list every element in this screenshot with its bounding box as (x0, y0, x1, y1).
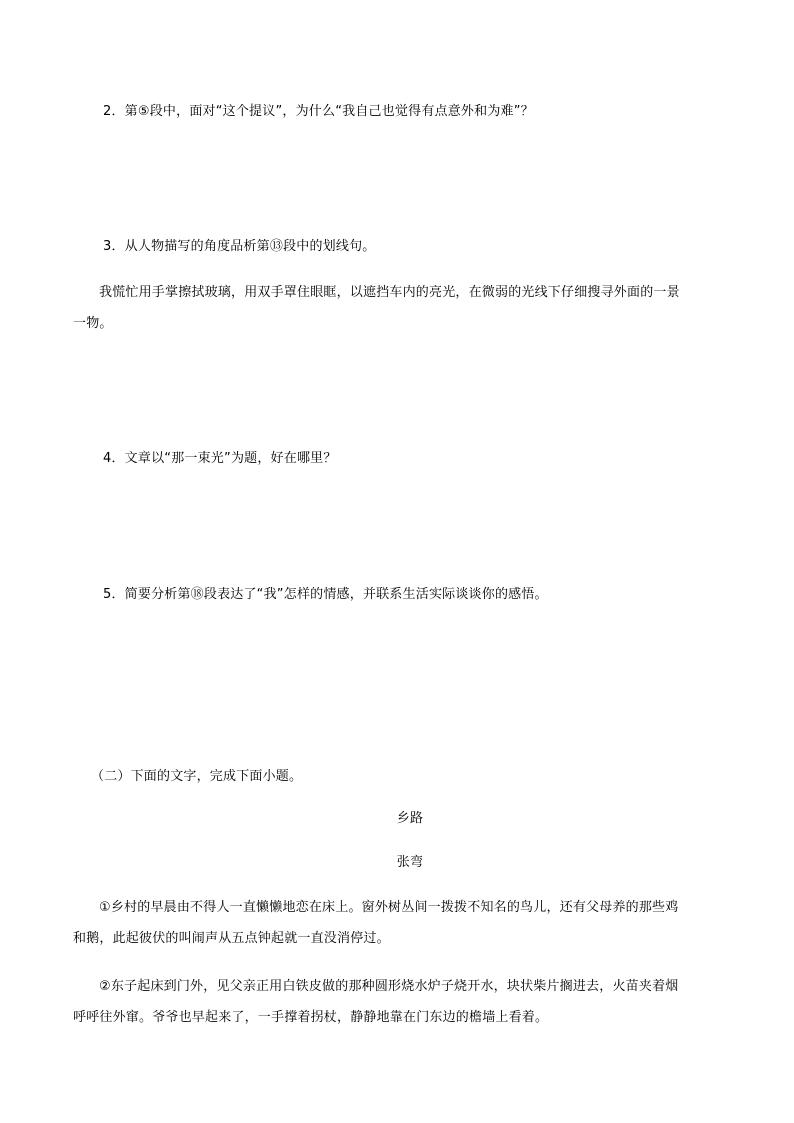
article-author: 张弯 (396, 855, 424, 870)
question-3-quote-line-1: 我慌忙用手掌擦拭玻璃，用双手罩住眼眶，以遮挡车内的亮光，在微弱的光线下仔细搜寻外面的一景 (99, 285, 680, 300)
paragraph-1-line-1: ①乡村的早晨由不得人一直懒懒地恋在床上。窗外树丛间一拨拨不知名的鸟儿，还有父母养的那些鸡 (99, 900, 679, 915)
question-4: 4．文章以“那一束光”为题，好在哪里？ (103, 451, 337, 466)
section-heading: （二）下面的文字，完成下面小题。 (91, 769, 303, 784)
question-3: 3．从人物描写的角度品析第⑬段中的划线句。 (103, 239, 376, 254)
question-3-quote-line-2: 一物。 (73, 316, 113, 331)
paragraph-2-line-1: ②东子起床到门外，见父亲正用白铁皮做的那种圆形烧水炉子烧开水，块状柴片搁进去，火苗夹着烟 (99, 979, 679, 994)
question-5: 5．简要分析第⑱段表达了“我”怎样的情感，并联系生活实际谈谈你的感悟。 (103, 587, 548, 602)
paragraph-1-line-2: 和鹅，此起彼伏的叫闹声从五点钟起就一直没消停过。 (73, 931, 390, 946)
article-title: 乡路 (396, 811, 424, 826)
paragraph-2-line-2: 呼呼往外窜。爷爷也早起来了，一手撑着拐杖，静静地靠在门东边的檐墙上看着。 (73, 1010, 549, 1025)
question-2: 2．第⑤段中，面对“这个提议”，为什么“我自己也觉得有点意外和为难”？ (103, 104, 534, 119)
